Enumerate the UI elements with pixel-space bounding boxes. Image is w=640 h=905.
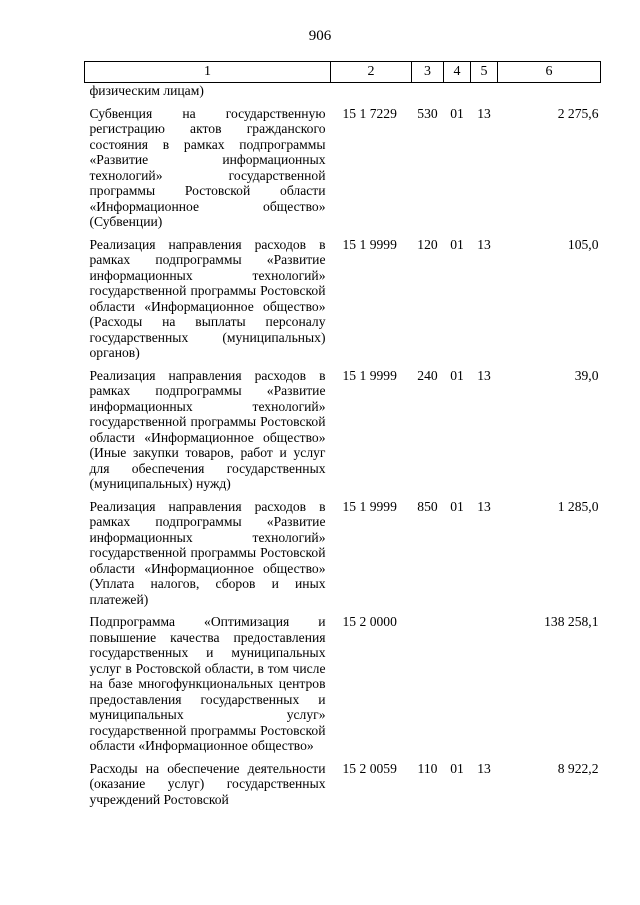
row-vr [412, 607, 444, 754]
row-description: Субвенция на государственную регистрацию актов гражданского состояния в рамках подпрограммы «Развитие информационных технологий» государственной программы Ростовской области «Информационное общество» (Субвенции) [89, 105, 326, 229]
row-pr: 13 [477, 105, 491, 121]
table-row [85, 99, 601, 230]
column-header-6: 6 [498, 62, 601, 83]
row-vr: 240 [417, 367, 438, 383]
column-header-3: 3 [412, 62, 444, 83]
row-rz [444, 607, 471, 754]
row-pr: 13 [477, 236, 491, 252]
row-code: 15 1 9999 [342, 498, 397, 514]
row-sum: 8 922,2 [557, 760, 599, 776]
table-row [85, 754, 601, 808]
row-vr: 530 [417, 105, 438, 121]
column-header-1: 1 [85, 62, 331, 83]
table-header [85, 62, 601, 83]
table-row [85, 361, 601, 492]
table-row [85, 230, 601, 361]
continuation-text: физическим лицам) [89, 83, 204, 98]
row-vr: 850 [417, 498, 438, 514]
row-code: 15 2 0000 [342, 614, 397, 629]
row-pr: 13 [477, 367, 491, 383]
row-vr: 110 [417, 760, 438, 776]
row-code: 15 2 0059 [342, 760, 397, 776]
row-description: Подпрограмма «Оптимизация и повышение качества предоставления государственных и муниципальных услуг в Ростовской области, в том числе на базе многофункциональных центров предоставления государственных и муниципальных услуг» государственной программы Ростовской области «Информационное общество» [89, 614, 326, 753]
row-sum: 2 275,6 [557, 105, 599, 121]
row-description: Реализация направления расходов в рамках подпрограммы «Развитие информационных технологий» государственной программы Ростовской области «Информационное общество» (Иные закупки товаров, работ и услуг для обеспечения государственных (муниципальных) нужд) [89, 367, 326, 491]
continuation-row [85, 83, 601, 99]
row-code: 15 1 9999 [342, 236, 397, 252]
row-code: 15 1 7229 [342, 105, 397, 121]
row-pr: 13 [477, 498, 491, 514]
column-header-2: 2 [331, 62, 412, 83]
row-sum: 39,0 [574, 367, 599, 383]
row-code: 15 1 9999 [342, 367, 397, 383]
row-rz: 01 [450, 105, 464, 121]
row-rz: 01 [450, 498, 464, 514]
row-rz: 01 [450, 367, 464, 383]
column-header-5: 5 [471, 62, 498, 83]
column-header-4: 4 [444, 62, 471, 83]
table-row [85, 607, 601, 754]
row-rz: 01 [450, 236, 464, 252]
page-number: 906 [308, 28, 332, 44]
row-pr [471, 607, 498, 754]
row-sum: 1 285,0 [557, 498, 599, 514]
row-sum: 105,0 [567, 236, 599, 252]
row-rz: 01 [450, 760, 464, 776]
table-row [85, 492, 601, 608]
budget-table [84, 61, 601, 807]
header-row [85, 62, 601, 83]
row-description: Реализация направления расходов в рамках подпрограммы «Развитие информационных технологий» государственной программы Ростовской области «Информационное общество» (Уплата налогов, сборов и иных платежей) [89, 498, 326, 607]
row-description: Расходы на обеспечение деятельности (оказание услуг) государственных учреждений Ростовской [89, 760, 326, 807]
row-vr: 120 [417, 236, 438, 252]
row-pr: 13 [477, 760, 491, 776]
row-sum: 138 258,1 [544, 614, 599, 629]
row-description: Реализация направления расходов в рамках подпрограммы «Развитие информационных технологий» государственной программы Ростовской области «Информационное общество» (Расходы на выплаты персоналу государственных (муниципальных) органов) [89, 236, 326, 360]
